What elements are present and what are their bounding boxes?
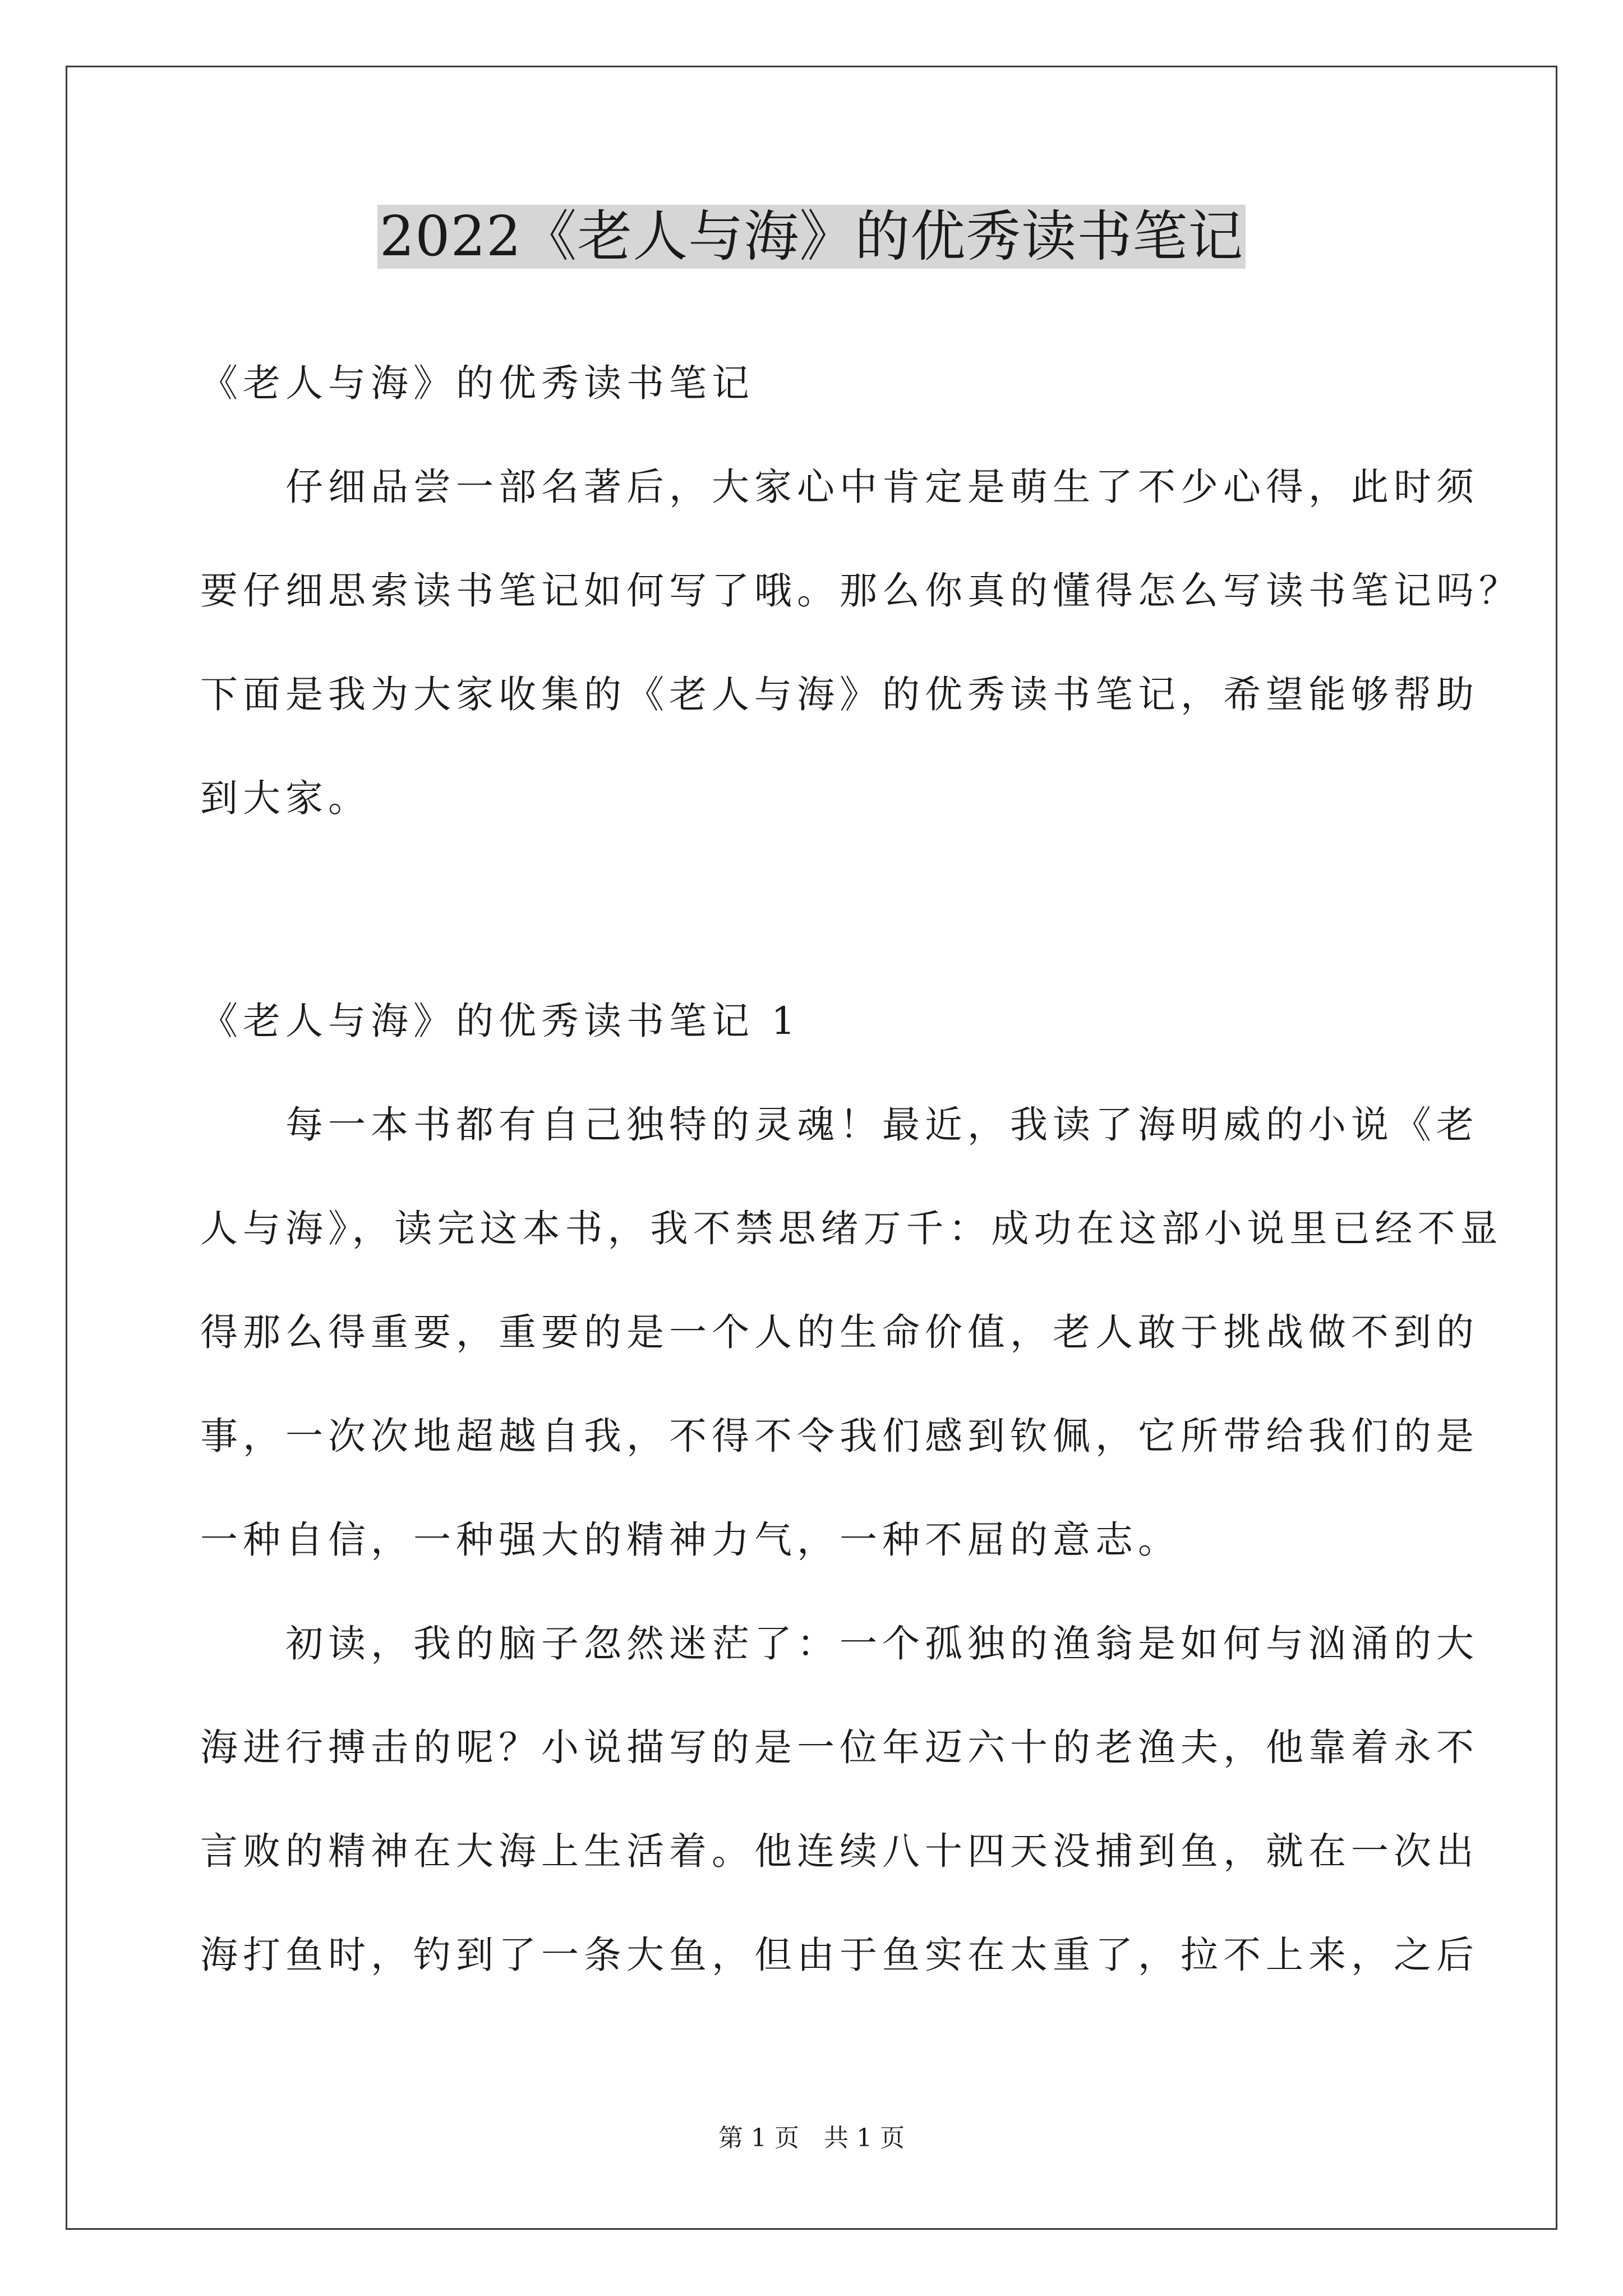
text-line: 海进行搏击的呢？小说描写的是一位年迈六十的老渔夫，他靠着永不 (200, 1726, 1479, 1769)
text-line: 每一本书都有自己独特的灵魂！最近，我读了海明威的小说《老 (200, 1103, 1479, 1147)
text-line: 一种自信，一种强大的精神力气，一种不屈的意志。 (200, 1518, 1181, 1562)
text-line: 要仔细思索读书笔记如何写了哦。那么你真的懂得怎么写读书笔记吗？ (200, 569, 1521, 613)
text-line: 人与海》，读完这本书，我不禁思绪万千：成功在这部小说里已经不显 (200, 1207, 1503, 1250)
text-line: 得那么得重要，重要的是一个人的生命价值，老人敢于挑战做不到的 (200, 1310, 1479, 1354)
text-line: 初读，我的脑子忽然迷茫了：一个孤独的渔翁是如何与汹涌的大 (200, 1622, 1479, 1665)
document-title (0, 197, 1623, 276)
text-line: 海打鱼时，钓到了一条大鱼，但由于鱼实在太重了，拉不上来，之后 (200, 1933, 1479, 1977)
text-line: 事，一次次地超越自我，不得不令我们感到钦佩，它所带给我们的是 (200, 1414, 1479, 1458)
document-title-text: 2022《老人与海》的优秀读书笔记 (377, 205, 1246, 269)
subheading-note-1: 《老人与海》的优秀读书笔记 1 (200, 999, 800, 1043)
text-line: 到大家。 (200, 776, 371, 820)
text-line: 下面是我为大家收集的《老人与海》的优秀读书笔记，希望能够帮助 (200, 673, 1479, 716)
subheading-intro: 《老人与海》的优秀读书笔记 (200, 361, 754, 405)
page-footer: 第 1 页 共 1 页 (718, 2124, 905, 2152)
text-line: 仔细品尝一部名著后，大家心中肯定是萌生了不少心得，此时须 (200, 465, 1479, 509)
text-line: 言败的精神在大海上生活着。他连续八十四天没捕到鱼，就在一次出 (200, 1829, 1479, 1873)
